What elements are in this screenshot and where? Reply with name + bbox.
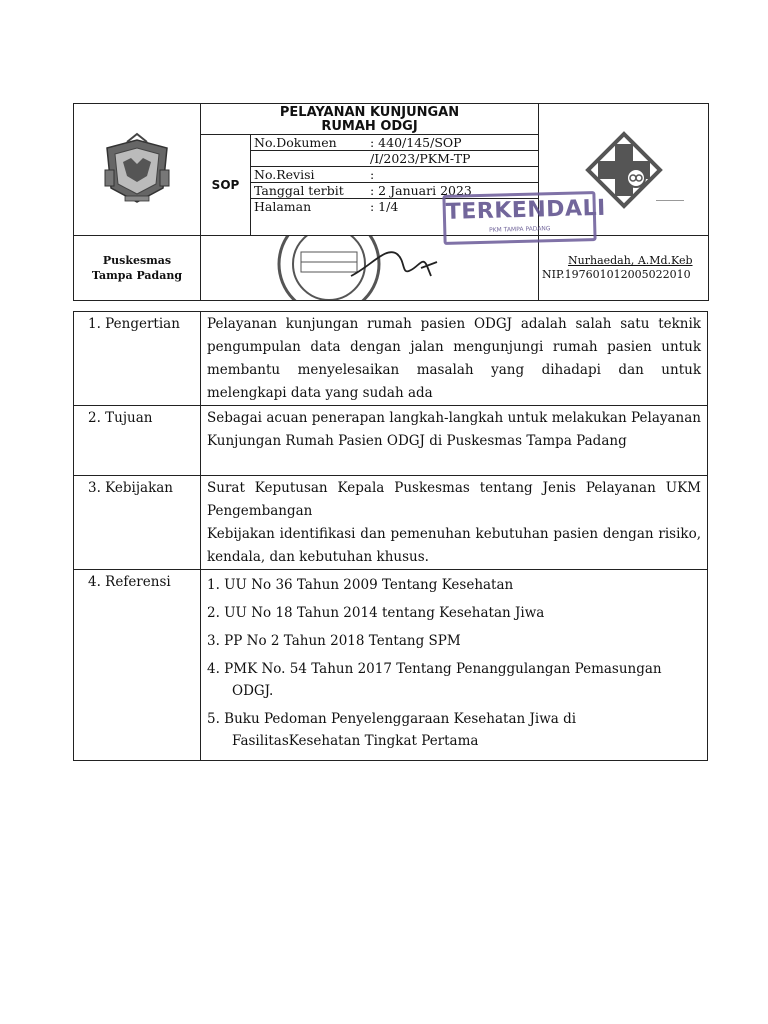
meta-value: : 440/145/SOP [367, 135, 538, 151]
signature-stamp-cell [201, 236, 539, 301]
section-label-referensi: 4. Referensi [74, 570, 201, 761]
tujuan-text: Sebagai acuan penerapan langkah-langkah untuk melakukan Pelayanan Kunjungan Rumah Pasien ODGJ di Puskesmas Tampa Padang [207, 410, 701, 449]
reference-line: 2. UU No 18 Tahun 2014 tentang Kesehatan Jiwa [207, 605, 545, 621]
meta-value: : 1/4 [367, 199, 538, 215]
meta-value: /I/2023/PKM-TP [367, 151, 538, 167]
pengertian-text: Pelayanan kunjungan rumah pasien ODGJ adalah salah satu teknik pengumpulan data dengan jalan mengunjungi rumah pasien untuk membantu menyelesaikan masalah yang dihadapi dan untuk melengkapi data yang sudah ada [207, 316, 701, 401]
doc-title-line1: PELAYANAN KUNJUNGAN [279, 105, 460, 120]
meta-key [251, 151, 367, 167]
reference-line: 5. Buku Pedoman Penyelenggaraan Kesehatan Jiwa di [207, 711, 577, 727]
official-round-stamp-icon [201, 236, 491, 300]
signer-name: Nurhaedah, A.Md.Keb [568, 254, 693, 267]
meta-key: Halaman [251, 199, 367, 215]
section-body-tujuan [201, 406, 708, 476]
reference-item [207, 602, 701, 624]
section-body-kebijakan [201, 476, 708, 570]
reference-line-cont: FasilitasKesehatan Tingkat Pertama [232, 733, 479, 749]
header-table [73, 103, 709, 301]
reference-item [207, 630, 701, 652]
signer-nip: NIP.197601012005022010 [542, 268, 691, 281]
doc-title-line2: RUMAH ODGJ [321, 119, 418, 134]
puskesmas-line1: Puskesmas [102, 254, 172, 267]
kebijakan-text-2: Kebijakan identifikasi dan pemenuhan kebutuhan pasien dengan risiko, kendala, dan kebutuhan khusus. [207, 526, 701, 565]
section-label-tujuan: 2. Tujuan [74, 406, 201, 476]
section-label-kebijakan: 3. Kebijakan [74, 476, 201, 570]
reference-item [207, 658, 701, 702]
faint-line [656, 200, 684, 201]
reference-line: 1. UU No 36 Tahun 2009 Tentang Kesehatan [207, 577, 514, 593]
meta-key: No.Dokumen [251, 135, 367, 151]
puskesmas-line2: Tampa Padang [91, 269, 183, 282]
puskesmas-name-cell [74, 236, 201, 301]
section-body-pengertian [201, 312, 708, 406]
terkendali-stamp [442, 191, 607, 245]
section-label-pengertian: 1. Pengertian [74, 312, 201, 406]
title-cell [201, 104, 539, 135]
meta-key: Tanggal terbit [251, 183, 367, 199]
meta-value: : [367, 167, 538, 183]
reference-item [207, 708, 701, 752]
content-table [73, 311, 708, 761]
regency-logo-cell [74, 104, 201, 236]
section-body-referensi [201, 570, 708, 761]
kebijakan-text-1: Surat Keputusan Kepala Puskesmas tentang Jenis Pelayanan UKM Pengembangan [207, 480, 701, 519]
meta-value: : 2 Januari 2023 [367, 183, 538, 199]
terkendali-stamp-subtext: PKM TAMPA PADANG [488, 225, 551, 234]
regency-emblem-icon [97, 130, 177, 210]
meta-key: No.Revisi [251, 167, 367, 183]
terkendali-stamp-text: TERKENDALI [445, 195, 607, 225]
reference-item [207, 574, 701, 596]
reference-list [207, 574, 701, 752]
reference-line-cont: ODGJ. [232, 683, 274, 699]
reference-line: 3. PP No 2 Tahun 2018 Tentang SPM [207, 633, 461, 649]
signer-cell [539, 236, 709, 301]
reference-line: 4. PMK No. 54 Tahun 2017 Tentang Penanggulangan Pemasungan [207, 661, 662, 677]
sop-label: SOP [201, 135, 251, 236]
